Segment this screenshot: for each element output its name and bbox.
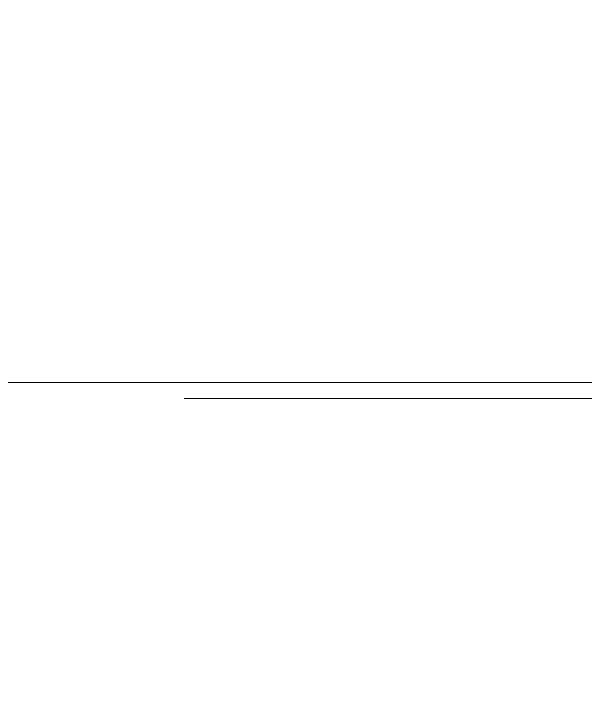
col-rx (388, 383, 592, 399)
table2 (8, 382, 592, 414)
col-rz-r2 (286, 399, 388, 415)
col-rx-r2 (490, 399, 592, 415)
figure-3-chart (0, 0, 600, 160)
col-rz (184, 383, 388, 399)
col-rx-value (388, 399, 490, 415)
col-method (8, 383, 106, 415)
col-gamma (106, 383, 184, 415)
col-rz-value (184, 399, 286, 415)
figure-4-chart (0, 188, 600, 348)
figure-5-contours (0, 494, 600, 690)
